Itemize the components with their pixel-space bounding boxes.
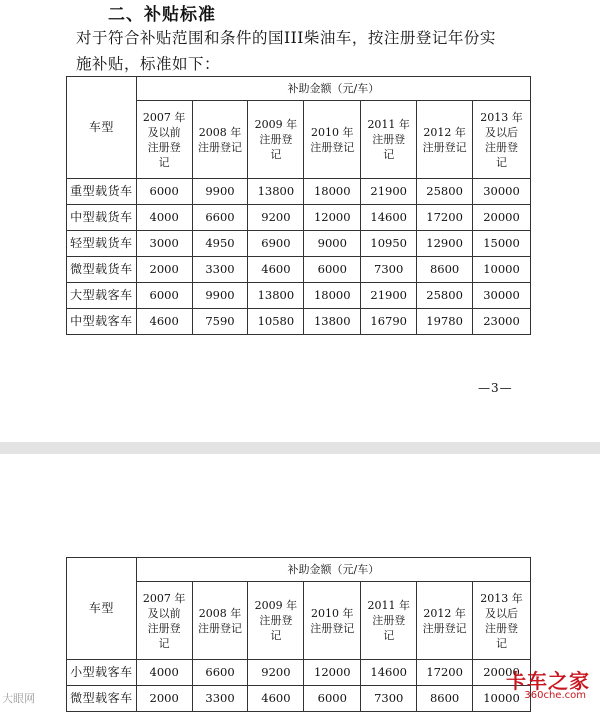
subsidy-value-cell: 8600 <box>417 686 473 712</box>
watermark-site: 360che.com <box>524 690 586 701</box>
vehicle-type-cell: 轻型载货车 <box>67 231 137 257</box>
header-year-line: 2008 年 <box>198 125 242 139</box>
subsidy-value-cell: 10000 <box>473 257 531 283</box>
subsidy-value-cell: 6000 <box>304 686 361 712</box>
header-year-cell <box>136 582 192 660</box>
header-year-cell <box>248 101 304 179</box>
header-year-line: 2011 年 <box>367 599 410 612</box>
header-year-line: 注册登 <box>485 621 519 635</box>
table-row <box>67 205 531 231</box>
subsidy-value-cell: 12000 <box>304 660 361 686</box>
intro-line-1: 对于符合补贴范围和条件的国III柴油车，按注册登记年份实 <box>76 29 496 47</box>
subsidy-value-cell: 17200 <box>417 205 473 231</box>
subsidy-value-cell: 25800 <box>417 283 473 309</box>
subsidy-value-cell: 9000 <box>304 231 361 257</box>
header-year-line: 及以前 <box>147 125 181 139</box>
header-year-cell <box>248 582 304 660</box>
subsidy-value-cell: 25800 <box>417 179 473 205</box>
subsidy-value-cell: 13800 <box>304 309 361 335</box>
header-year-line: 记 <box>383 148 395 161</box>
vehicle-type-cell: 重型载货车 <box>67 179 137 205</box>
header-year-cell <box>304 101 361 179</box>
subsidy-value-cell: 17200 <box>417 660 473 686</box>
header-year-line: 2007 年 <box>142 110 186 124</box>
header-year-line: 注册登记 <box>310 140 355 154</box>
vehicle-type-cell: 中型载客车 <box>67 309 137 335</box>
table-row <box>67 231 531 257</box>
subsidy-value-cell: 18000 <box>304 283 361 309</box>
header-year-line: 注册登记 <box>310 621 355 635</box>
header-year-line: 2013 年 <box>480 110 523 124</box>
subsidy-value-cell: 19780 <box>417 309 473 335</box>
subsidy-value-cell: 10000 <box>473 686 531 712</box>
header-year-line: 记 <box>496 155 508 169</box>
subsidy-value-cell: 4600 <box>136 309 192 335</box>
header-year-line: 记 <box>496 636 508 650</box>
table-header-row <box>67 77 531 101</box>
header-year-cell <box>473 101 531 179</box>
subsidy-value-cell: 6900 <box>248 231 304 257</box>
subsidy-value-cell: 7590 <box>192 309 248 335</box>
subsidy-value-cell: 2000 <box>136 257 192 283</box>
subsidy-value-cell: 30000 <box>473 283 531 309</box>
subsidy-value-cell: 3300 <box>192 257 248 283</box>
subsidy-value-cell: 12000 <box>304 205 361 231</box>
header-year-cell <box>361 582 417 660</box>
header-year-line: 注册登记 <box>198 621 243 635</box>
header-year-cell <box>473 582 531 660</box>
header-year-line: 2007 年 <box>142 591 186 605</box>
header-year-line: 2012 年 <box>423 606 466 620</box>
header-year-line: 注册登记 <box>422 621 467 635</box>
subsidy-value-cell: 6000 <box>136 283 192 309</box>
header-year-line: 及以后 <box>485 125 519 139</box>
header-year-line: 2009 年 <box>254 599 298 612</box>
header-year-line: 注册登记 <box>422 140 467 154</box>
intro-line-2: 施补贴，标准如下： <box>76 55 221 73</box>
subsidy-value-cell: 16790 <box>361 309 417 335</box>
page-number: —3— <box>478 381 513 395</box>
table-row <box>67 257 531 283</box>
subsidy-value-cell: 10580 <box>248 309 304 335</box>
subsidy-value-cell: 4600 <box>248 257 304 283</box>
header-year-line: 注册登 <box>372 133 406 146</box>
header-year-line: 注册登 <box>259 133 293 146</box>
subsidy-value-cell: 10950 <box>361 231 417 257</box>
section-heading: 二、补贴标准 <box>108 5 216 25</box>
header-year-line: 注册登 <box>147 140 181 154</box>
subsidy-value-cell: 4950 <box>192 231 248 257</box>
table-row <box>67 179 531 205</box>
header-year-cell <box>417 582 473 660</box>
subsidy-value-cell: 2000 <box>136 686 192 712</box>
subsidy-value-cell: 13800 <box>248 283 304 309</box>
intro-paragraph <box>76 25 576 77</box>
header-year-line: 注册登 <box>147 621 181 635</box>
table2-body <box>67 558 531 712</box>
vehicle-type-cell: 微型载货车 <box>67 257 137 283</box>
watermark-brand: 卡车之家 <box>506 669 590 693</box>
header-year-cell <box>136 101 192 179</box>
subsidy-value-cell: 8600 <box>417 257 473 283</box>
subsidy-table-2 <box>66 557 531 712</box>
page-gap <box>0 442 600 454</box>
subsidy-value-cell: 12900 <box>417 231 473 257</box>
header-year-line: 2012 年 <box>423 125 466 139</box>
table-row <box>67 686 531 712</box>
subsidy-value-cell: 13800 <box>248 179 304 205</box>
header-year-line: 2013 年 <box>480 591 523 605</box>
header-year-line: 及以前 <box>147 606 181 620</box>
subsidy-value-cell: 4000 <box>136 660 192 686</box>
header-year-line: 2011 年 <box>367 118 410 131</box>
subsidy-value-cell: 14600 <box>361 660 417 686</box>
subsidy-value-cell: 6600 <box>192 205 248 231</box>
header-year-line: 2010 年 <box>311 606 354 620</box>
subsidy-value-cell: 20000 <box>473 205 531 231</box>
header-year-cell <box>192 582 248 660</box>
header-amount: 补助金额（元/车） <box>136 558 530 582</box>
header-vehicle-type: 车型 <box>67 77 137 179</box>
header-year-cell <box>417 101 473 179</box>
table-year-row <box>67 582 531 660</box>
subsidy-value-cell: 9200 <box>248 660 304 686</box>
vehicle-type-cell: 大型载客车 <box>67 283 137 309</box>
header-year-line: 2010 年 <box>311 125 354 139</box>
table-row <box>67 660 531 686</box>
subsidy-value-cell: 9200 <box>248 205 304 231</box>
subsidy-value-cell: 3000 <box>136 231 192 257</box>
header-amount: 补助金额（元/车） <box>136 77 530 101</box>
header-year-line: 注册登 <box>485 140 519 154</box>
watermark-logo <box>484 665 596 705</box>
table1-body <box>67 77 531 335</box>
subsidy-value-cell: 18000 <box>304 179 361 205</box>
subsidy-value-cell: 6000 <box>304 257 361 283</box>
subsidy-value-cell: 21900 <box>361 283 417 309</box>
header-year-line: 及以后 <box>485 606 519 620</box>
subsidy-value-cell: 9900 <box>192 283 248 309</box>
header-year-line: 记 <box>270 629 282 642</box>
table-row <box>67 309 531 335</box>
vehicle-type-cell: 中型载货车 <box>67 205 137 231</box>
header-year-cell <box>361 101 417 179</box>
vehicle-type-cell: 小型载客车 <box>67 660 137 686</box>
header-year-line: 2009 年 <box>254 118 298 131</box>
header-year-line: 注册登记 <box>198 140 242 154</box>
subsidy-value-cell: 15000 <box>473 231 531 257</box>
table-header-row <box>67 558 531 582</box>
subsidy-value-cell: 3300 <box>192 686 248 712</box>
header-year-line: 注册登 <box>259 614 293 627</box>
vehicle-type-cell: 微型载客车 <box>67 686 137 712</box>
subsidy-value-cell: 4600 <box>248 686 304 712</box>
header-year-line: 记 <box>158 636 170 650</box>
subsidy-value-cell: 4000 <box>136 205 192 231</box>
subsidy-value-cell: 6000 <box>136 179 192 205</box>
subsidy-value-cell: 7300 <box>361 257 417 283</box>
header-year-cell <box>304 582 361 660</box>
subsidy-value-cell: 7300 <box>361 686 417 712</box>
header-year-line: 注册登 <box>372 614 406 627</box>
table-row <box>67 283 531 309</box>
subsidy-table-1 <box>66 76 531 335</box>
subsidy-value-cell: 21900 <box>361 179 417 205</box>
subsidy-value-cell: 23000 <box>473 309 531 335</box>
header-vehicle-type: 车型 <box>67 558 137 660</box>
header-year-line: 记 <box>270 148 282 161</box>
subsidy-value-cell: 6600 <box>192 660 248 686</box>
subsidy-value-cell: 9900 <box>192 179 248 205</box>
header-year-line: 2008 年 <box>198 606 242 620</box>
table-year-row <box>67 101 531 179</box>
header-year-line: 记 <box>383 629 395 642</box>
subsidy-value-cell: 30000 <box>473 179 531 205</box>
subsidy-value-cell: 20000 <box>473 660 531 686</box>
header-year-line: 记 <box>158 155 170 169</box>
header-year-cell <box>192 101 248 179</box>
watermark-left: 大眼网 <box>2 692 35 705</box>
subsidy-value-cell: 14600 <box>361 205 417 231</box>
